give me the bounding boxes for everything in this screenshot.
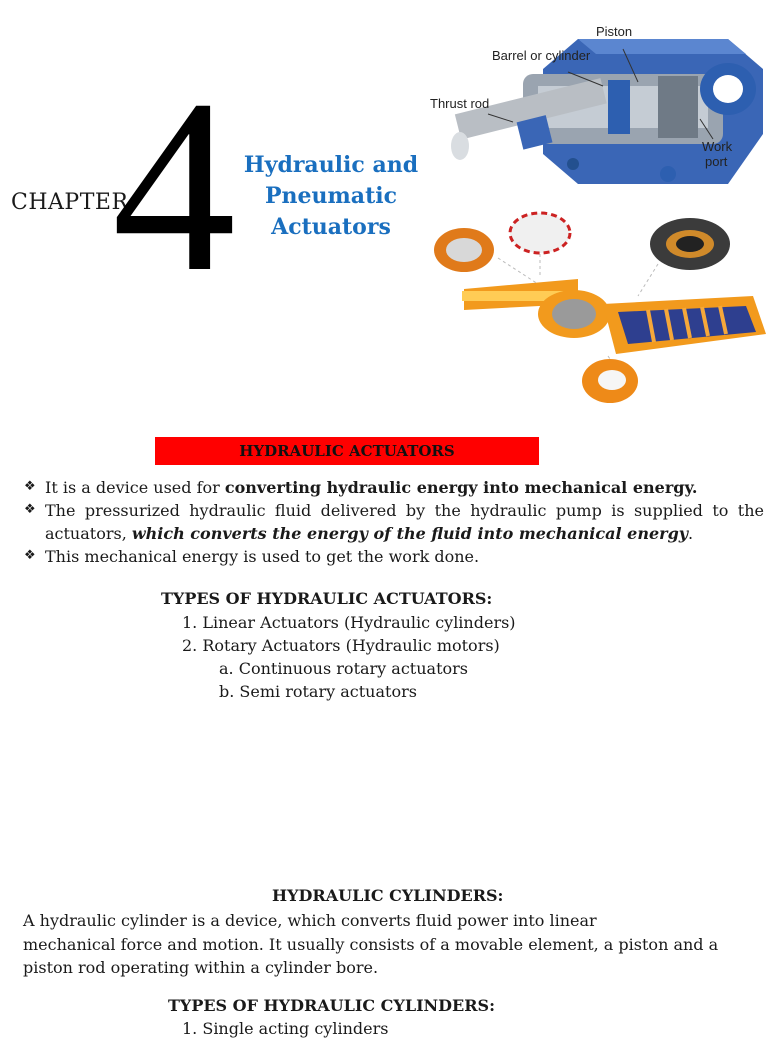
chapter-title-line-2: Pneumatic <box>265 183 397 209</box>
intro-bullet-list <box>24 476 764 568</box>
chapter-title-line-1: Hydraulic and <box>243 152 419 178</box>
cylinders-paragraph <box>23 909 743 980</box>
label-port: port <box>705 154 728 169</box>
cylinders-paragraph-line: piston rod operating within a cylinder bore. <box>23 958 379 977</box>
types-subitem-semi: b. Semi rotary actuators <box>219 682 417 701</box>
types-item-linear: 1. Linear Actuators (Hydraulic cylinders) <box>182 613 516 632</box>
cylinders-heading: HYDRAULIC CYLINDERS: <box>272 886 504 905</box>
types-subitem-continuous: a. Continuous rotary actuators <box>219 659 468 678</box>
cylinders-paragraph-line: A hydraulic cylinder is a device, which converts fluid power into linear <box>23 911 597 930</box>
chapter-title-line-3: Actuators <box>271 214 391 240</box>
diamond-bullet-icon: ❖ <box>24 502 36 517</box>
actuator-illustrations <box>428 14 768 410</box>
types-item-rotary: 2. Rotary Actuators (Hydraulic motors) <box>182 636 500 655</box>
bullet-item: ❖ It is a device used for converting hydraulic energy into mechanical energy. <box>24 476 764 499</box>
diamond-bullet-icon: ❖ <box>24 548 36 563</box>
cylinder-types-heading: TYPES OF HYDRAULIC CYLINDERS: <box>168 996 496 1015</box>
bullet-item: ❖ The pressurized hydraulic fluid delivered by the hydraulic pump is supplied to the actuators, which converts the energy of the fluid into mechanical energy. <box>24 499 764 545</box>
types-heading: TYPES OF HYDRAULIC ACTUATORS: <box>161 589 493 608</box>
hydraulic-cylinder-illustration <box>430 24 763 184</box>
chapter-label: CHAPTER <box>11 190 129 215</box>
bullet-item: ❖ This mechanical energy is used to get the work done. <box>24 545 764 568</box>
chapter-title <box>238 150 424 243</box>
label-piston: Piston <box>596 24 633 39</box>
rotary-actuator-illustration <box>434 213 766 403</box>
diamond-bullet-icon: ❖ <box>24 479 36 494</box>
cylinder-types-item: 1. Single acting cylinders <box>182 1019 389 1038</box>
section-banner: HYDRAULIC ACTUATORS <box>155 437 539 465</box>
cylinders-paragraph-line: mechanical force and motion. It usually consists of a movable element, a piston and a <box>23 934 719 954</box>
label-barrel: Barrel or cylinder <box>492 48 591 63</box>
label-work: Work <box>702 139 733 154</box>
chapter-number: 4 <box>112 48 236 323</box>
label-thrust-rod: Thrust rod <box>430 96 490 111</box>
